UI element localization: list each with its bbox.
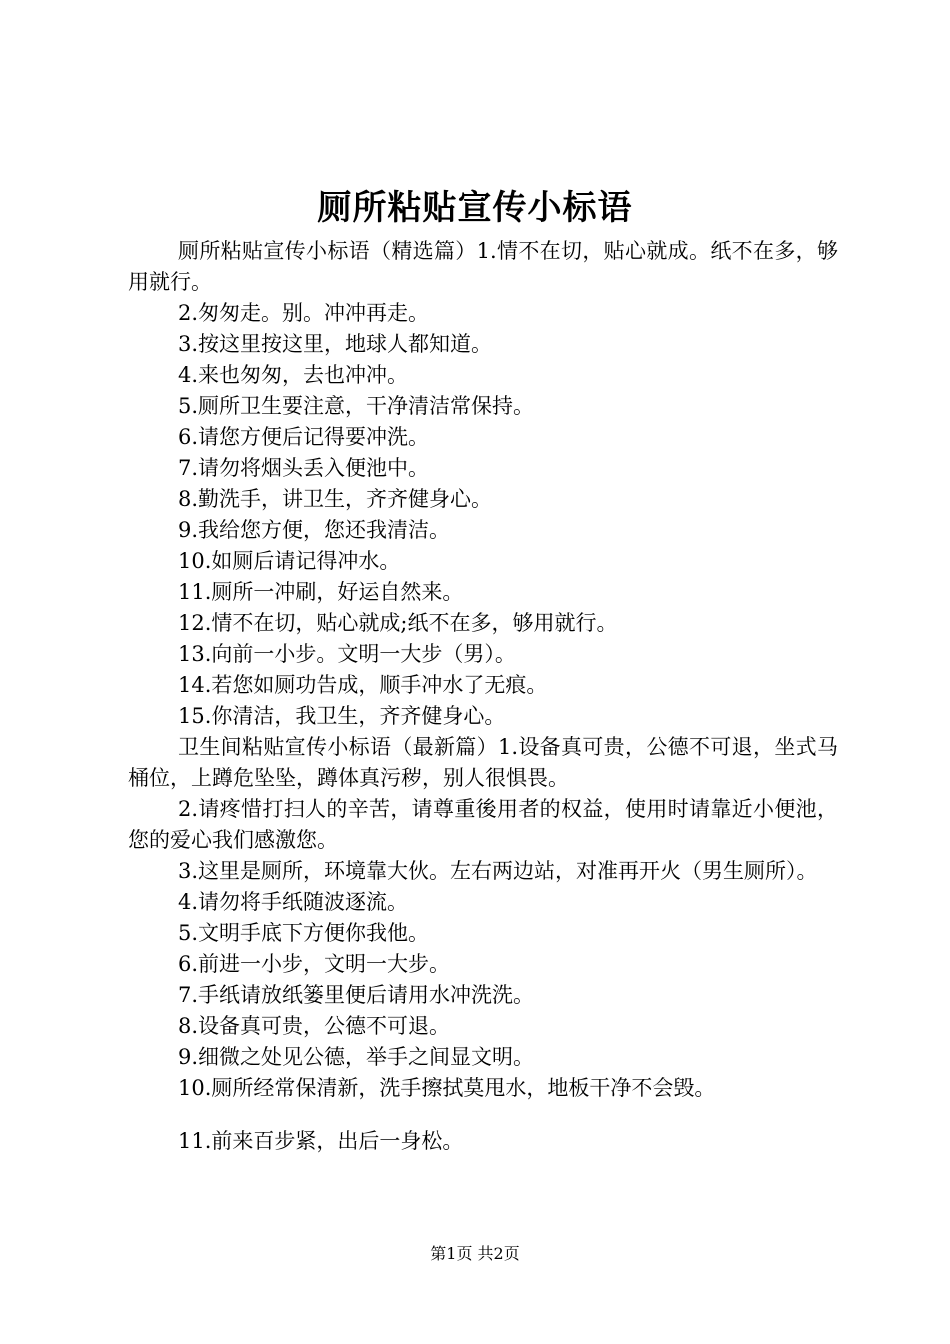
paragraph: 5.文明手底下方便你我他。 xyxy=(178,921,430,945)
paragraph: 6.前进一小步，文明一大步。 xyxy=(178,952,451,976)
paragraph: 7.请勿将烟头丢入便池中。 xyxy=(178,456,430,480)
paragraph: 13.向前一小步。文明一大步（男）。 xyxy=(178,642,516,666)
paragraph: 3.这里是厕所，环境靠大伙。左右两边站，对准再开火（男生厕所）。 xyxy=(178,859,818,883)
paragraph: 11.厕所一冲刷，好运自然来。 xyxy=(178,580,464,604)
paragraph: 12.情不在切，贴心就成;纸不在多，够用就行。 xyxy=(178,611,618,635)
page-footer: 第1页 共2页 xyxy=(430,1244,520,1263)
document-body xyxy=(128,236,838,1157)
paragraph: 11.前来百步紧，出后一身松。 xyxy=(178,1129,464,1153)
paragraph: 3.按这里按这里，地球人都知道。 xyxy=(178,332,493,356)
paragraph: 4.请勿将手纸随波逐流。 xyxy=(178,890,409,914)
page-title: 厕所粘贴宣传小标语 xyxy=(317,188,633,228)
paragraph: 厕所粘贴宣传小标语（精选篇）1.情不在切，贴心就成。纸不在多，够用就行。 xyxy=(128,239,838,294)
paragraph: 6.请您方便后记得要冲洗。 xyxy=(178,425,430,449)
paragraph: 10.厕所经常保清新，洗手擦拭莫甩水，地板干净不会毁。 xyxy=(178,1076,716,1100)
paragraph: 9.细微之处见公德，举手之间显文明。 xyxy=(178,1045,535,1069)
paragraph: 8.设备真可贵，公德不可退。 xyxy=(178,1014,451,1038)
paragraph: 2.请疼惜打扫人的辛苦，请尊重後用者的权益，使用时请靠近小便池，您的爱心我们感激您。 xyxy=(128,797,838,852)
paragraph: 7.手纸请放纸篓里便后请用水冲洗洗。 xyxy=(178,983,535,1007)
paragraph: 8.勤洗手，讲卫生，齐齐健身心。 xyxy=(178,487,493,511)
paragraph: 卫生间粘贴宣传小标语（最新篇）1.设备真可贵，公德不可退，坐式马桶位，上蹲危坠坠，蹲体真污秽，别人很惧畏。 xyxy=(128,735,838,790)
paragraph: 9.我给您方便，您还我清洁。 xyxy=(178,518,451,542)
paragraph: 15.你清洁，我卫生，齐齐健身心。 xyxy=(178,704,506,728)
paragraph: 5.厕所卫生要注意，干净清洁常保持。 xyxy=(178,394,535,418)
paragraph: 10.如厕后请记得冲水。 xyxy=(178,549,401,573)
paragraph: 4.来也匆匆，去也冲冲。 xyxy=(178,363,409,387)
paragraph: 2.匆匆走。别。冲冲再走。 xyxy=(178,301,430,325)
paragraph: 14.若您如厕功告成，顺手冲水了无痕。 xyxy=(178,673,548,697)
